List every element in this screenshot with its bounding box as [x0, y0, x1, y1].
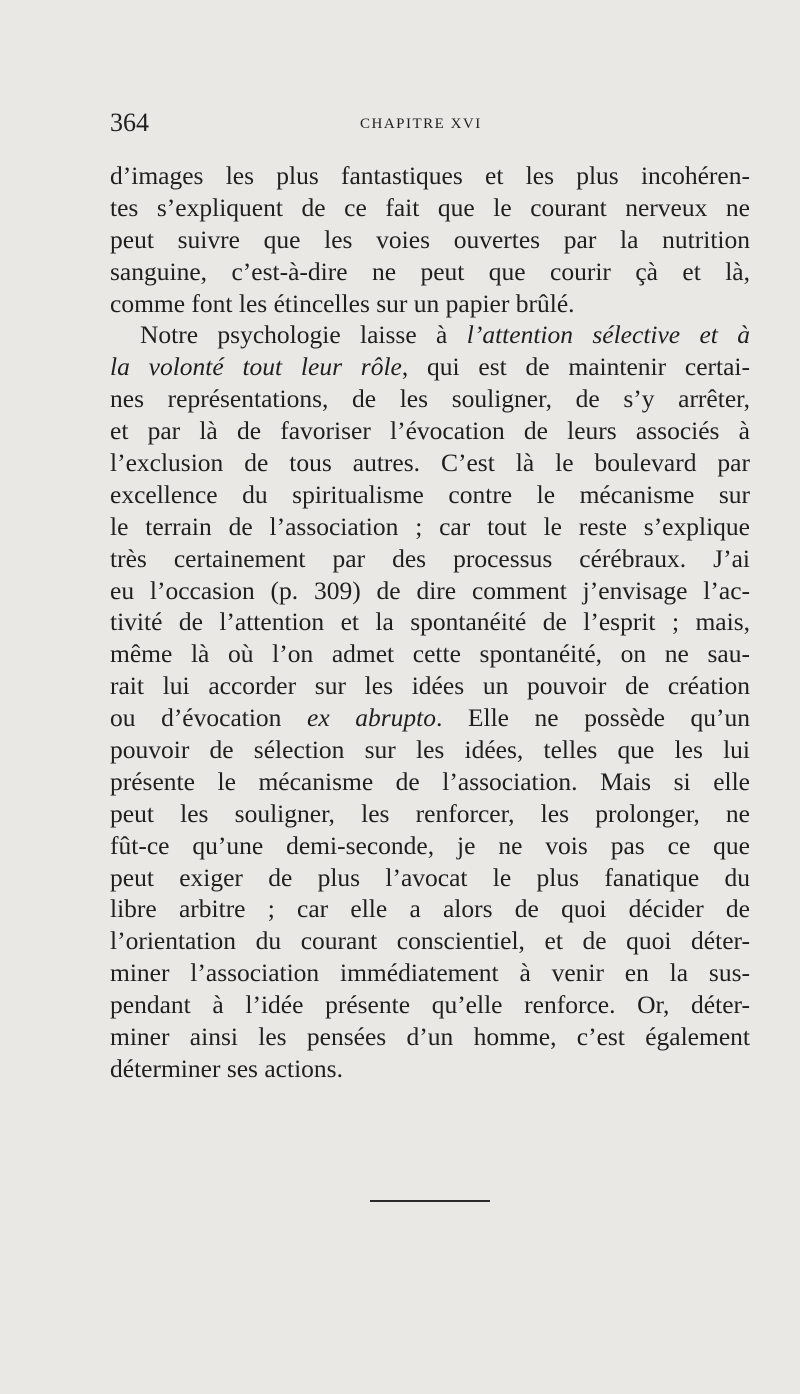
page-number: 364	[110, 108, 149, 137]
text-line: libre arbitre ; car elle a alors de quoi décider de	[110, 894, 750, 924]
text-span: . Elle ne possède qu’un	[435, 703, 750, 733]
text-line: peut suivre que les voies ouvertes par la nutrition	[110, 224, 750, 254]
italic-span: la volonté tout leur rôle	[110, 352, 402, 382]
text-line: tes s’expliquent de ce fait que le courant nerveux ne	[110, 192, 750, 222]
text-line: excellence du spiritualisme contre le mécanisme sur	[110, 479, 750, 509]
text-line: pendant à l’idée présente qu’elle renforce. Or, déter-	[110, 990, 750, 1020]
running-title: CHAPITRE XVI	[360, 116, 482, 132]
text-line: le terrain de l’association ; car tout le reste s’explique	[110, 511, 750, 541]
text-line: rait lui accorder sur les idées un pouvoir de création	[110, 671, 750, 701]
text-line: sanguine, c’est-à-dire ne peut que courir çà et là,	[110, 256, 750, 286]
text-line: miner ainsi les pensées d’un homme, c’est également	[110, 1022, 750, 1052]
text-line: l’exclusion de tous autres. C’est là le boulevard par	[110, 448, 750, 478]
text-line: peut exiger de plus l’avocat le plus fanatique du	[110, 862, 750, 892]
text-line: présente le mécanisme de l’association. Mais si elle	[110, 766, 750, 796]
end-rule-divider	[370, 1200, 490, 1202]
text-line: très certainement par des processus cérébraux. J’ai	[110, 543, 750, 573]
text-span: ou d’évocation	[110, 703, 282, 733]
text-line	[110, 702, 750, 734]
text-line: l’orientation du courant conscientiel, et de quoi déter-	[110, 926, 750, 956]
text-line: et par là de favoriser l’évocation de leurs associés à	[110, 416, 750, 446]
text-span: , qui est de maintenir certai-	[401, 352, 750, 382]
text-line	[110, 351, 750, 383]
italic-span: ex abrupto	[307, 703, 436, 733]
body-text	[110, 160, 750, 1085]
italic-span: l’attention sélective et à	[466, 320, 751, 350]
text-span: Notre psychologie laisse à	[140, 320, 448, 350]
text-line: même là où l’on admet cette spontanéité, on ne sau-	[110, 639, 750, 669]
text-line: comme font les étincelles sur un papier brûlé.	[110, 288, 575, 318]
text-line: déterminer ses actions.	[110, 1053, 343, 1083]
text-line: d’images les plus fantastiques et les plus incohéren-	[110, 161, 750, 190]
text-line: eu l’occasion (p. 309) de dire comment j’envisage l’ac-	[110, 575, 750, 605]
page-header	[110, 106, 750, 140]
text-line: fût-ce qu’une demi-seconde, je ne vois pas ce que	[110, 830, 750, 860]
text-line: peut les souligner, les renforcer, les prolonger, ne	[110, 798, 750, 828]
text-line: nes représentations, de les souligner, de s’y arrêter,	[110, 384, 750, 414]
text-line: miner l’association immédiatement à venir en la sus-	[110, 958, 750, 988]
text-line: pouvoir de sélection sur les idées, telles que les lui	[110, 735, 750, 765]
text-line: tivité de l’attention et la spontanéité de l’esprit ; mais,	[110, 607, 750, 637]
text-line	[110, 319, 750, 351]
